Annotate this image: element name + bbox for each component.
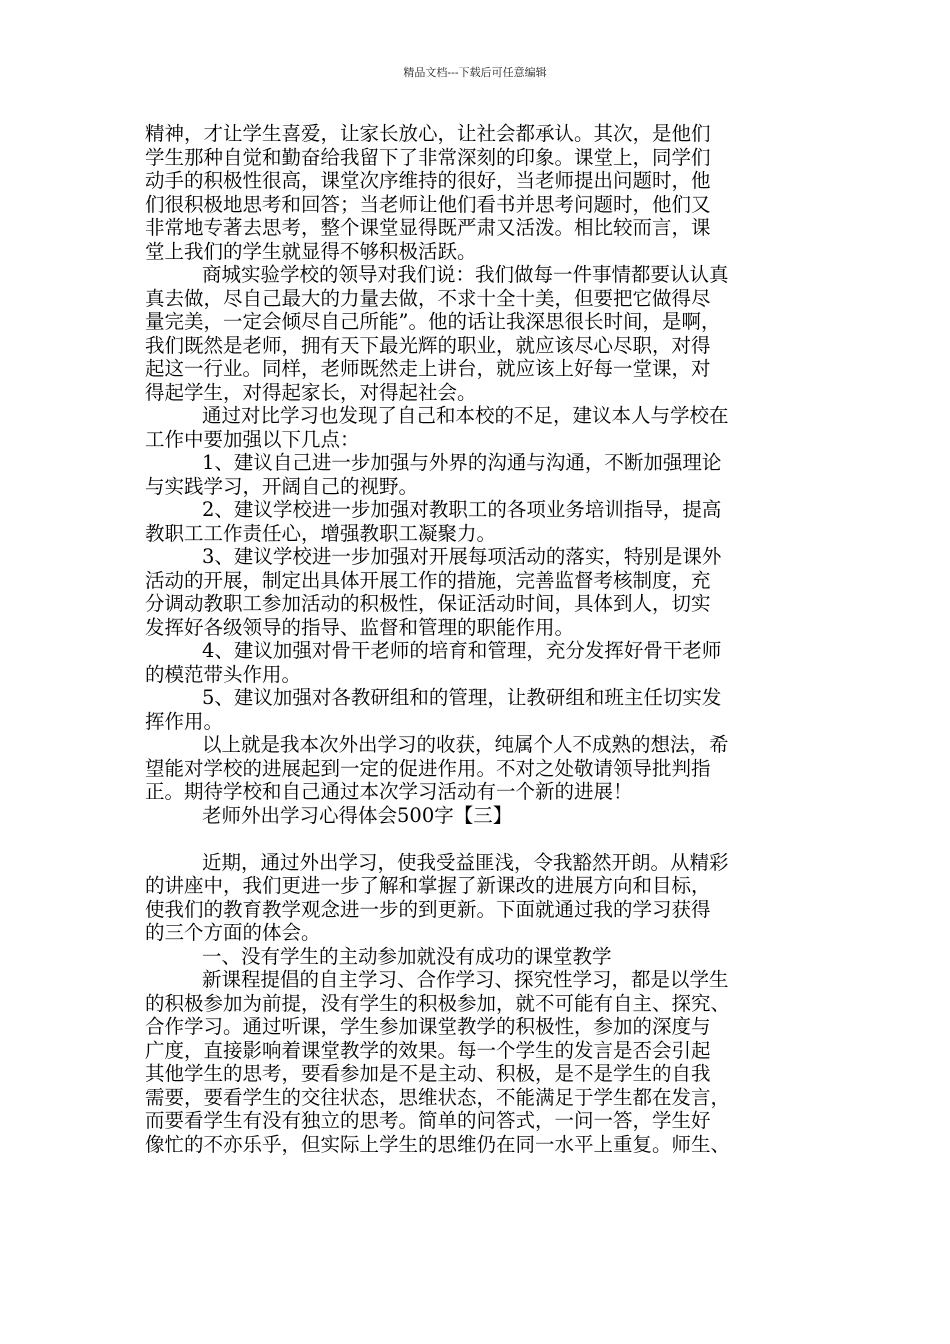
paragraph (145, 545, 807, 639)
text-line: 合作学习。通过听课，学生参加课堂教学的积极性，参加的深度与 (145, 1015, 711, 1038)
text-line: 非常地专著去思考，整个课堂显得既严肃又活泼。相比较而言，课 (145, 216, 711, 239)
text-line: 一、没有学生的主动参加就没有成功的课堂教学 (202, 944, 612, 968)
paragraph (145, 733, 807, 804)
text-line: 而要看学生有没有独立的思考。简单的问答式，一问一答，学生好 (145, 1109, 711, 1132)
paragraph (145, 451, 807, 498)
text-line: 工作中要加强以下几点： (145, 427, 360, 451)
text-line: 的讲座中，我们更进一步了解和掌握了新课改的进展方向和目标， (145, 874, 711, 897)
text-line: 5、建议加强对各教研组和的管理，让教研组和班主任切实发 (202, 686, 722, 709)
text-line: 新课程提倡的自主学习、合作学习、探究性学习，都是以学生 (202, 968, 729, 991)
text-line: 1、建议自己进一步加强与外界的沟通与沟通，不断加强理论 (202, 451, 722, 474)
text-line: 正。期待学校和自己通过本次学习活动有一个新的进展！ (145, 780, 633, 803)
text-line: 教职工工作责任心，增强教职工凝聚力。 (145, 521, 497, 545)
text-line: 老师外出学习心得体会500字【三】 (202, 803, 513, 827)
text-line: 学生那种自觉和勤奋给我留下了非常深刻的印象。课堂上，同学们 (145, 145, 711, 169)
text-line: 商城实验学校的领导对我们说：我们做每一件事情都要认认真 (202, 263, 729, 286)
text-line: 2、建议学校进一步加强对教职工的各项业务培训指导，提高 (202, 498, 722, 521)
text-line: 得起学生，对得起家长，对得起社会。 (145, 380, 477, 404)
text-line: 其他学生的思考，要看参加是不是主动、积极，是不是学生的自我 (145, 1062, 711, 1085)
page-header: 精品文档---下载后可任意编辑 (403, 66, 547, 79)
text-line: 的积极参加为前提，没有学生的积极参加，就不可能有自主、探究、 (145, 991, 731, 1015)
text-line: 动手的积极性很高，课堂次序维持的很好，当老师提出问题时，他 (145, 169, 711, 192)
text-line: 量完美，一定会倾尽自己所能”。他的话让我深思很长时间，是啊， (145, 310, 721, 333)
text-line: 堂上我们的学生就显得不够积极活跃。 (145, 239, 477, 263)
text-line: 分调动教职工参加活动的积极性，保证活动时间，具体到人，切实 (145, 592, 711, 615)
paragraph (145, 122, 807, 263)
document-body (145, 122, 807, 1156)
text-line: 近期，通过外出学习，使我受益匪浅，令我豁然开朗。从精彩 (202, 850, 729, 874)
paragraph (145, 945, 807, 969)
text-line: 的三个方面的体会。 (145, 921, 321, 944)
paragraph (145, 851, 807, 945)
paragraph (145, 968, 807, 1156)
text-line: 活动的开展，制定出具体开展工作的措施，完善监督考核制度，充 (145, 568, 711, 592)
text-line: 精神，才让学生喜爱，让家长放心，让社会都承认。其次，是他们 (145, 122, 711, 145)
paragraph (145, 639, 807, 686)
paragraph (145, 804, 807, 828)
text-line: 需要，要看学生的交往状态，思维状态，不能满足于学生都在发言， (145, 1085, 731, 1109)
text-line: 真去做，尽自己最大的力量去做，不求十全十美，但要把它做得尽 (145, 286, 711, 310)
text-line: 的模范带头作用。 (145, 662, 302, 686)
text-line: 起这一行业。同样，老师既然走上讲台，就应该上好每一堂课，对 (145, 357, 711, 380)
text-line: 与实践学习，开阔自己的视野。 (145, 474, 419, 498)
text-line: 像忙的不亦乐乎，但实际上学生的思维仍在同一水平上重复。师生、 (145, 1132, 731, 1156)
text-line: 通过对比学习也发现了自己和本校的不足，建议本人与学校在 (202, 404, 729, 427)
text-line: 发挥好各级领导的指导、监督和管理的职能作用。 (145, 615, 575, 639)
text-line: 望能对学校的进展起到一定的促进作用。不对之处敬请领导批判指 (145, 756, 711, 780)
text-line: 们很积极地思考和回答；当老师让他们看书并思考问题时，他们又 (145, 192, 711, 216)
text-line: 我们既然是老师，拥有天下最光辉的职业，就应该尽心尽职，对得 (145, 333, 711, 357)
text-line: 挥作用。 (145, 709, 224, 733)
paragraph (145, 686, 807, 733)
text-line: 4、建议加强对骨干老师的培育和管理，充分发挥好骨干老师 (202, 639, 722, 662)
text-line: 3、建议学校进一步加强对开展每项活动的落实，特别是课外 (202, 545, 722, 568)
text-line: 广度，直接影响着课堂教学的效果。每一个学生的发言是否会引起 (145, 1038, 711, 1062)
paragraph (145, 498, 807, 545)
blank-line (145, 827, 807, 851)
paragraph (145, 263, 807, 404)
text-line: 使我们的教育教学观念进一步的到更新。下面就通过我的学习获得 (145, 897, 711, 921)
paragraph (145, 404, 807, 451)
text-line: 以上就是我本次外出学习的收获，纯属个人不成熟的想法，希 (202, 733, 729, 756)
